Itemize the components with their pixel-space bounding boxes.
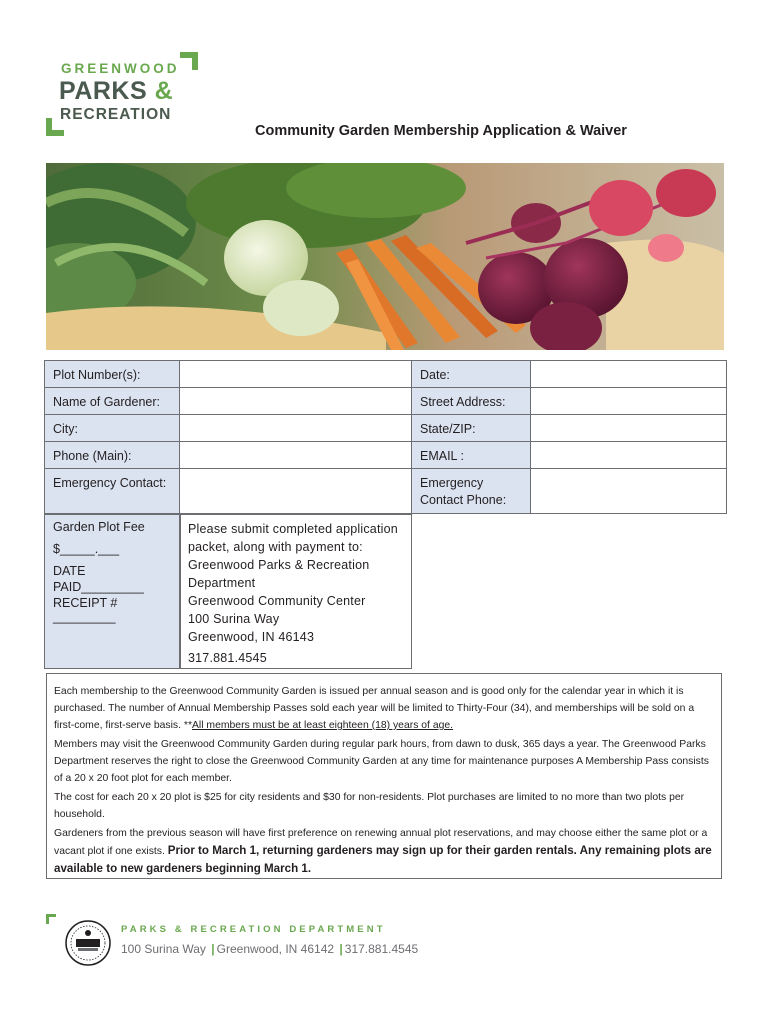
document-title: Community Garden Membership Application & Waiver <box>255 123 627 139</box>
fee-amount-line[interactable]: $_____.___ <box>53 542 120 556</box>
terms-paragraph-3: The cost for each 20 x 20 plot is $25 for city residents and $30 for non-residents. Plot purchases are limited to no more than two plots per household. <box>54 792 685 820</box>
membership-terms <box>46 673 722 879</box>
submit-line-1: Please submit completed application <box>188 522 398 536</box>
submit-line-7: Greenwood, IN 46143 <box>188 630 315 644</box>
footer-street: 100 Surina Way <box>121 942 206 956</box>
terms-p1-text: Each membership to the Greenwood Community Garden is issued per annual season and is good only for the calendar year in which it is purchased. The number of Annual Membership Passes sold each year will be limited to Thirty-Four (34), and memberships will be sold on a first-come, first-serve basis. ** <box>54 686 695 731</box>
paid-line[interactable]: PAID_________ <box>53 580 144 594</box>
phone-field[interactable] <box>179 441 412 469</box>
terms-paragraph-1 <box>54 683 714 734</box>
emergency-phone-label-line2: Contact Phone: <box>420 493 507 507</box>
terms-paragraph-2: Members may visit the Greenwood Community Garden during regular park hours, from dawn to dusk, 365 days a year. The Greenwood Parks Department reserves the right to close the Greenwood Community Garden at any time for maintenance purposes A Membership Pass consists of a 20 x 20 foot plot for each member. <box>54 739 709 784</box>
date-paid-label: DATE <box>53 564 86 578</box>
emergency-phone-label <box>411 468 531 514</box>
age-requirement-text: All members must be at least eighteen (18) years of age. <box>192 720 454 731</box>
city-field[interactable] <box>179 414 412 442</box>
logo-recreation-text: RECREATION <box>60 106 172 123</box>
footer-separator-1: | <box>211 942 215 956</box>
city-label: City: <box>44 414 180 442</box>
footer-phone: 317.881.4545 <box>344 942 419 956</box>
logo-greenwood-text: GREENWOOD <box>61 61 180 76</box>
emergency-phone-label-line1: Emergency <box>420 476 484 490</box>
state-zip-label: State/ZIP: <box>411 414 531 442</box>
plot-number-field[interactable] <box>179 360 412 388</box>
gardener-name-label: Name of Gardener: <box>44 387 180 415</box>
receipt-number-line[interactable]: RECEIPT # _________ <box>53 596 118 624</box>
submit-line-4: Department <box>188 576 256 590</box>
submit-line-3: Greenwood Parks & Recreation <box>188 558 370 572</box>
returning-gardeners-notice: Prior to March 1, returning gardeners may sign up for their garden rentals. Any remaining plots are available to new gardeners beginning March 1. <box>54 844 712 875</box>
date-field[interactable] <box>530 360 727 388</box>
gardener-name-field[interactable] <box>179 387 412 415</box>
submit-line-2: packet, along with payment to: <box>188 540 363 554</box>
office-use-fee-box <box>44 514 180 669</box>
terms-paragraph-4 <box>54 825 714 878</box>
submit-line-6: 100 Surina Way <box>188 612 280 626</box>
phone-label: Phone (Main): <box>44 441 180 469</box>
email-label: EMAIL : <box>411 441 531 469</box>
street-address-field[interactable] <box>530 387 727 415</box>
logo-parks-text: PARKS & <box>59 77 174 105</box>
emergency-contact-field[interactable] <box>179 468 412 514</box>
submit-line-5: Greenwood Community Center <box>188 594 366 608</box>
city-seal-icon <box>64 919 112 967</box>
submission-instructions <box>180 514 412 669</box>
email-field[interactable] <box>530 441 727 469</box>
street-address-label: Street Address: <box>411 387 531 415</box>
terms-p4-text: Gardeners from the previous season will have first preference on renewing annual plot reservations, and may choose either the same plot or a vacant plot if one exists. <box>54 828 708 857</box>
emergency-contact-label: Emergency Contact: <box>44 468 180 514</box>
date-label: Date: <box>411 360 531 388</box>
footer-corner-mark <box>46 914 56 924</box>
garden-plot-fee-label: Garden Plot Fee <box>53 520 145 534</box>
footer-address <box>121 942 418 956</box>
footer-separator-2: | <box>339 942 343 956</box>
state-zip-field[interactable] <box>530 414 727 442</box>
footer-city: Greenwood, IN 46142 <box>216 942 335 956</box>
emergency-phone-field[interactable] <box>530 468 727 514</box>
submit-phone: 317.881.4545 <box>188 651 267 665</box>
vegetables-photo <box>46 163 724 350</box>
footer-department-name: PARKS & RECREATION DEPARTMENT <box>121 924 386 935</box>
plot-number-label: Plot Number(s): <box>44 360 180 388</box>
